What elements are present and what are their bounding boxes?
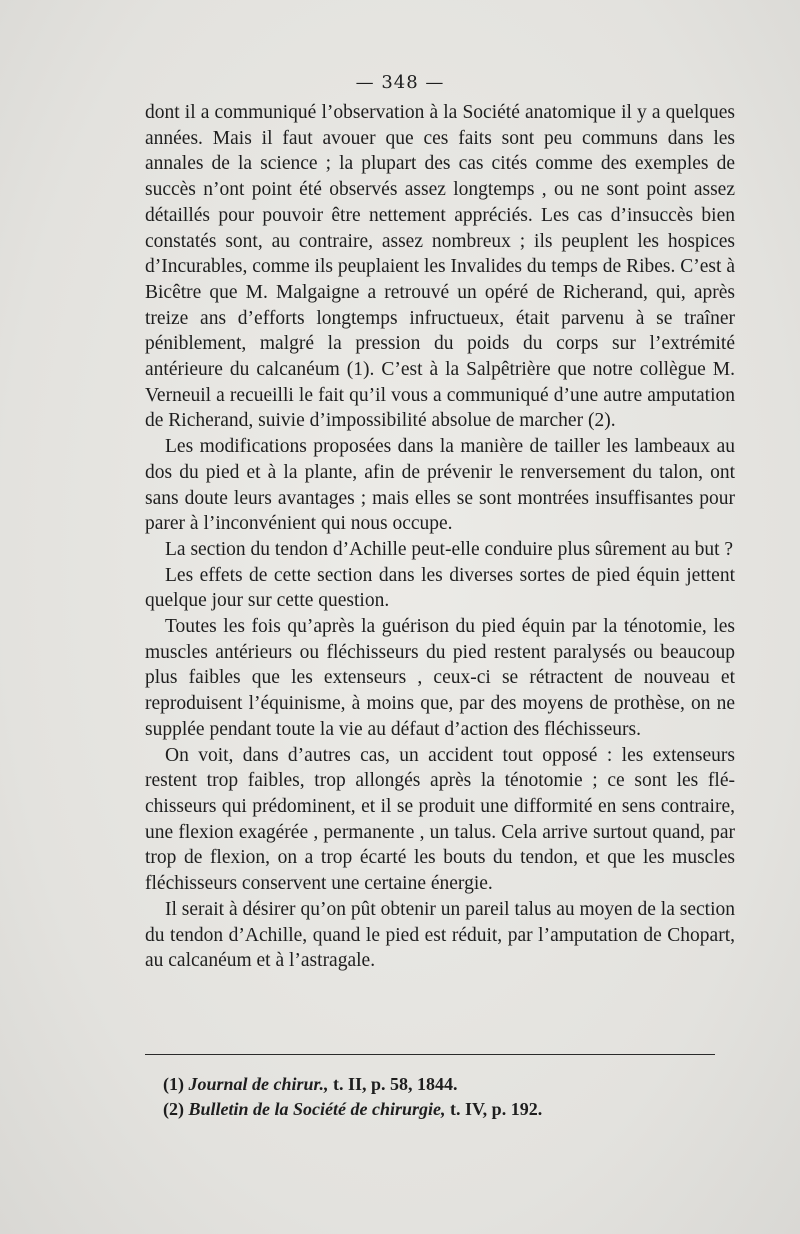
footnote-title: Bulletin de la Société de chirurgie,	[188, 1099, 446, 1119]
footnote-title: Journal de chirur.,	[188, 1074, 329, 1094]
paragraph-7: Il serait à désirer qu’on pût obtenir un pareil talus au moyen de la section du tendon d’Achille, quand le pied est réduit, par l’amputation de Chopart, au calcanéum et à l’astragale.	[145, 898, 735, 972]
footnote-divider	[145, 1054, 715, 1055]
paragraph-1: dont il a communiqué l’observation à la Société anatomique il y a quelques années. Mais il faut avouer que ces faits sont peu communs dans les annales de la science ; la plupart des cas cités comme des exemples de succès n’ont point été observés assez longtemps , ou ne sont point assez détaillés pour pouvoir être nettement appréciés. Les cas d’insuccès bien constatés sont, au contraire, assez nombreux ; ils peuplent les hospices d’Incurables, comme ils peuplaient les Invalides du temps de Ribes. C’est à Bicêtre que M. Malgaigne a retrouvé un opéré de Richerand, qui, après treize ans d’efforts longtemps infructueux, était parvenu à se traîner péniblement, malgré la pression du poids du corps sur l’extrémité antérieure du calcanéum (1). C’est à la Salpêtrière que notre collègue M. Verneuil a recueilli le fait qu’il vous a communiqué d’une autre amputation de Richerand, suivie d’impossibilité absolue de marcher (2).	[145, 102, 735, 432]
paragraph-2: Les modifications proposées dans la manière de tailler les lambeaux au dos du pied et à la plante, afin de prévenir le renversement du talon, ont sans doute leurs avantages ; mais elles se sont montrées insuffisantes pour parer à l’inconvénient qui nous occupe.	[145, 436, 735, 535]
paragraph-3: La section du tendon d’Achille peut-elle conduire plus sûrement au but ?	[165, 538, 734, 560]
footnote-ref: t. II, p. 58, 1844.	[333, 1074, 458, 1094]
page-number: — 348 —	[355, 72, 445, 93]
footnotes	[163, 1072, 723, 1122]
footnote-marker: (2)	[163, 1099, 184, 1119]
footnote-ref: t. IV, p. 192.	[450, 1099, 543, 1119]
footnote-1	[163, 1072, 723, 1097]
paragraph-4: Les effets de cette section dans les diverses sortes de pied équin jettent quelque jour sur cette question.	[145, 564, 735, 612]
body-text	[145, 100, 735, 974]
footnote-2	[163, 1097, 723, 1122]
paragraph-5: Toutes les fois qu’après la guérison du pied équin par la ténotomie, les muscles antérieurs ou fléchisseurs du pied restent paralysés ou beaucoup plus faibles que les extenseurs , ceux-ci se rétractent de nouveau et reproduisent l’équinisme, à moins que, par des moyens de prothèse, on ne supplée pendant toute la vie au défaut d’action des fléchisseurs.	[145, 616, 735, 740]
paragraph-6: On voit, dans d’autres cas, un accident tout opposé : les extenseurs restent trop faibles, trop allongés après la ténotomie ; ce sont les fléchisseurs qui prédominent, et il se produit une difformité en sens contraire, une flexion exagérée , permanente , un talus. Cela arrive surtout quand, par trop de flexion, on a trop écarté les bouts du tendon, et que les muscles fléchisseurs conservent une certaine énergie.	[145, 744, 735, 895]
footnote-marker: (1)	[163, 1074, 184, 1094]
